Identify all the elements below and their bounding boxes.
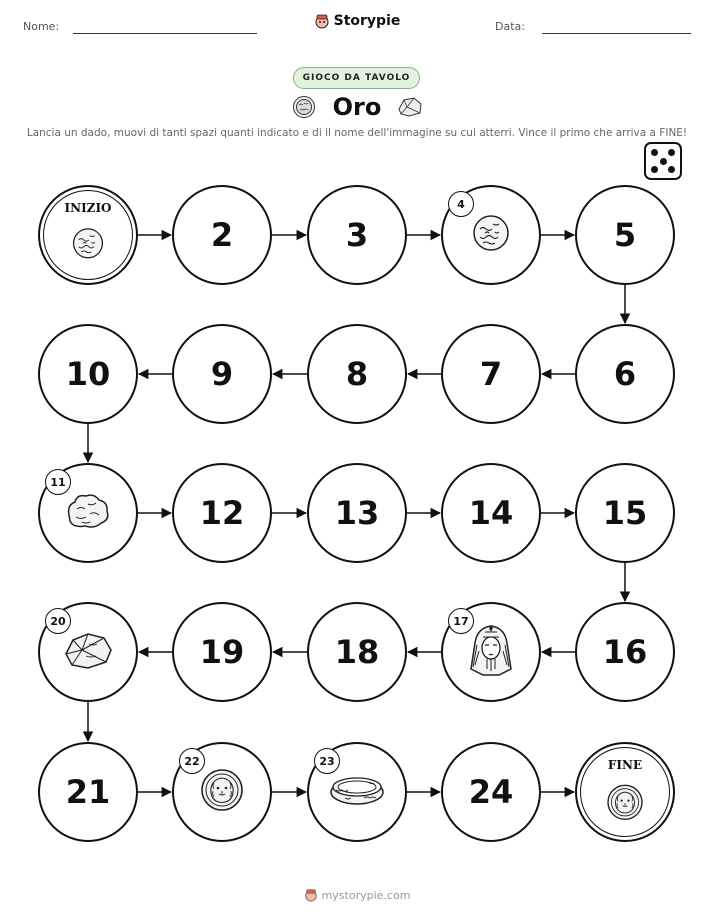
space-number: 18 (334, 633, 380, 671)
storypie-mascot-icon (304, 888, 318, 902)
space-number: 6 (613, 355, 637, 393)
board-space-21 (38, 742, 138, 842)
gold-ore-icon (62, 628, 114, 676)
board-space-22 (172, 742, 272, 842)
space-number: 21 (65, 773, 111, 811)
board-space-24 (441, 742, 541, 842)
board-space-9 (172, 324, 272, 424)
board-space-8 (307, 324, 407, 424)
board-space-18 (307, 602, 407, 702)
board-space-6 (575, 324, 675, 424)
gold-ring-icon (327, 770, 387, 814)
board-space-7 (441, 324, 541, 424)
start-space (38, 185, 138, 285)
board-space-19 (172, 602, 272, 702)
board-space-10 (38, 324, 138, 424)
board-space-5 (575, 185, 675, 285)
board-space-20 (38, 602, 138, 702)
space-number: 3 (345, 216, 369, 254)
space-number: 19 (199, 633, 245, 671)
space-number-badge: 4 (448, 191, 474, 217)
board-space-23 (307, 742, 407, 842)
space-number: 2 (210, 216, 234, 254)
game-type-badge: GIOCO DA TAVOLO (293, 67, 420, 89)
space-number: 13 (334, 494, 380, 532)
board-space-14 (441, 463, 541, 563)
board-space-12 (172, 463, 272, 563)
lion-coin-icon (606, 784, 643, 825)
space-number-badge: 17 (448, 608, 474, 634)
gold-rock-icon (64, 491, 112, 535)
board-space-13 (307, 463, 407, 563)
space-number: 7 (479, 355, 503, 393)
space-number: 24 (468, 773, 514, 811)
instructions: Lancia un dado, muovi di tanti spazi quanti indicato e di il nome dell'immagine su cui atterri. Vince il primo che arriva a FINE! (26, 127, 688, 139)
name-label: Nome: (23, 20, 60, 33)
board-space-3 (307, 185, 407, 285)
board-space-16 (575, 602, 675, 702)
space-number-badge: 20 (45, 608, 71, 634)
space-number-badge: 23 (314, 748, 340, 774)
space-number: 10 (65, 355, 111, 393)
space-number: 16 (602, 633, 648, 671)
board-space-15 (575, 463, 675, 563)
start-label: INIZIO (64, 201, 112, 215)
space-number: 8 (345, 355, 369, 393)
pharaoh-mask-icon (469, 623, 513, 681)
footer (0, 888, 714, 905)
finish-space (575, 742, 675, 842)
space-number-badge: 11 (45, 469, 71, 495)
space-number-badge: 22 (179, 748, 205, 774)
date-label: Data: (495, 20, 525, 33)
gold-nugget-icon (471, 213, 511, 257)
brand-name: Storypie (333, 13, 401, 29)
board-space-2 (172, 185, 272, 285)
finish-label: FINE (607, 758, 643, 772)
game-title: Oro (332, 93, 382, 121)
footer-site[interactable]: mystorypie.com (321, 888, 411, 902)
board-space-17 (441, 602, 541, 702)
board-space-4 (441, 185, 541, 285)
space-number: 12 (199, 494, 245, 532)
space-number: 14 (468, 494, 514, 532)
space-number: 5 (613, 216, 637, 254)
board-space-11 (38, 463, 138, 563)
space-number: 9 (210, 355, 234, 393)
lion-coin-icon (200, 768, 244, 816)
gold-nugget-icon (71, 226, 105, 263)
space-number: 15 (602, 494, 648, 532)
